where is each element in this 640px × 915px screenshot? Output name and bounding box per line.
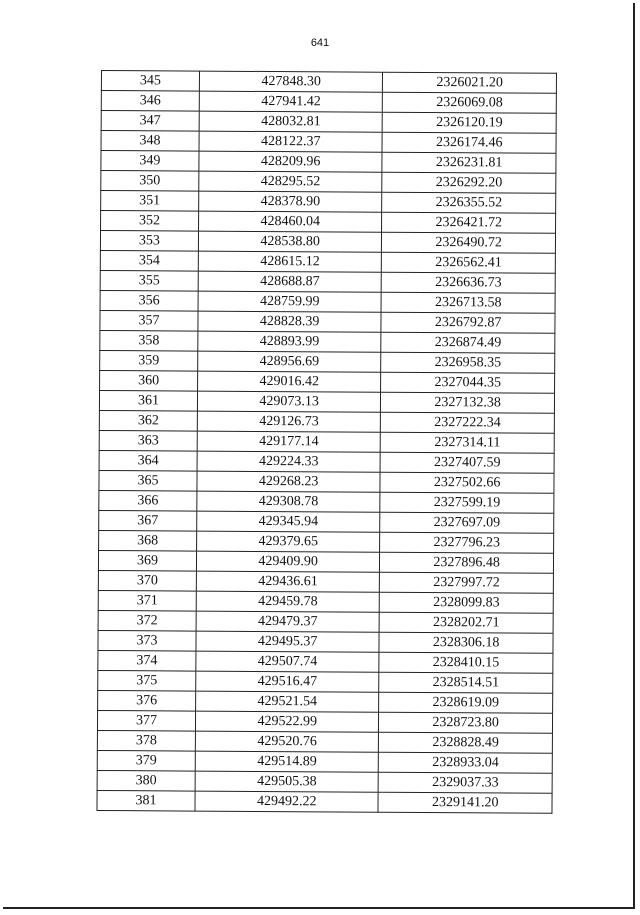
table-row	[99, 410, 554, 433]
y-coordinate-cell: 2326958.35	[381, 352, 555, 373]
coordinates-table-body	[97, 71, 557, 814]
table-row	[100, 290, 555, 313]
x-coordinate-cell: 429177.14	[197, 431, 380, 452]
table-row	[97, 790, 552, 813]
x-coordinate-cell: 429016.42	[198, 371, 381, 392]
y-coordinate-cell: 2327697.09	[380, 512, 554, 533]
x-coordinate-cell: 429345.94	[197, 511, 380, 532]
point-id-cell: 362	[99, 410, 197, 431]
table-row	[101, 191, 556, 214]
table-row	[99, 530, 554, 553]
x-coordinate-cell: 428538.80	[198, 231, 381, 252]
table-row	[100, 270, 555, 293]
x-coordinate-cell: 428378.90	[199, 191, 382, 212]
y-coordinate-cell: 2327997.72	[380, 572, 554, 593]
y-coordinate-cell: 2326713.58	[381, 292, 555, 313]
point-id-cell: 373	[98, 630, 196, 651]
table-row	[98, 670, 553, 693]
y-coordinate-cell: 2326792.87	[381, 312, 555, 333]
x-coordinate-cell: 427848.30	[199, 71, 382, 92]
y-coordinate-cell: 2329037.33	[378, 772, 552, 793]
x-coordinate-cell: 429459.78	[196, 591, 379, 612]
x-coordinate-cell: 428956.69	[198, 351, 381, 372]
point-id-cell: 375	[98, 670, 196, 691]
x-coordinate-cell: 429507.74	[196, 651, 379, 672]
x-coordinate-cell: 429520.76	[195, 731, 378, 752]
point-id-cell: 369	[98, 550, 196, 571]
y-coordinate-cell: 2326120.19	[383, 112, 557, 133]
x-coordinate-cell: 429516.47	[196, 671, 379, 692]
y-coordinate-cell: 2326355.52	[382, 192, 556, 213]
y-coordinate-cell: 2326490.72	[382, 232, 556, 253]
point-id-cell: 347	[101, 111, 199, 132]
y-coordinate-cell: 2329141.20	[378, 792, 552, 813]
table-row	[97, 770, 552, 793]
table-row	[97, 750, 552, 773]
table-row	[99, 430, 554, 453]
table-row	[98, 610, 553, 633]
table-row	[99, 390, 554, 413]
x-coordinate-cell: 429379.65	[197, 531, 380, 552]
x-coordinate-cell: 428828.39	[198, 311, 381, 332]
point-id-cell: 363	[99, 430, 197, 451]
point-id-cell: 345	[101, 71, 199, 92]
y-coordinate-cell: 2327599.19	[380, 492, 554, 513]
y-coordinate-cell: 2328828.49	[379, 732, 553, 753]
x-coordinate-cell: 428615.12	[198, 251, 381, 272]
point-id-cell: 368	[99, 530, 197, 551]
y-coordinate-cell: 2326069.08	[383, 92, 557, 113]
point-id-cell: 356	[100, 290, 198, 311]
point-id-cell: 377	[97, 710, 195, 731]
y-coordinate-cell: 2328933.04	[379, 752, 553, 773]
y-coordinate-cell: 2328410.15	[379, 652, 553, 673]
x-coordinate-cell: 428032.81	[199, 111, 382, 132]
table-row	[100, 330, 555, 353]
x-coordinate-cell: 429495.37	[196, 631, 379, 652]
x-coordinate-cell: 429308.78	[197, 491, 380, 512]
y-coordinate-cell: 2326292.20	[382, 172, 556, 193]
point-id-cell: 351	[101, 191, 199, 212]
point-id-cell: 352	[101, 211, 199, 232]
point-id-cell: 364	[99, 450, 197, 471]
x-coordinate-cell: 429436.61	[196, 571, 379, 592]
table-row	[99, 490, 554, 513]
x-coordinate-cell: 428893.99	[198, 331, 381, 352]
y-coordinate-cell: 2328202.71	[379, 612, 553, 633]
x-coordinate-cell: 427941.42	[199, 91, 382, 112]
point-id-cell: 380	[97, 770, 195, 791]
y-coordinate-cell: 2327896.48	[380, 552, 554, 573]
x-coordinate-cell: 429268.23	[197, 471, 380, 492]
y-coordinate-cell: 2326231.81	[382, 152, 556, 173]
table-row	[98, 570, 553, 593]
x-coordinate-cell: 429479.37	[196, 611, 379, 632]
point-id-cell: 372	[98, 610, 196, 631]
point-id-cell: 374	[98, 650, 196, 671]
y-coordinate-cell: 2328723.80	[379, 712, 553, 733]
point-id-cell: 350	[101, 171, 199, 192]
point-id-cell: 354	[100, 250, 198, 271]
y-coordinate-cell: 2326421.72	[382, 212, 556, 233]
y-coordinate-cell: 2328514.51	[379, 672, 553, 693]
x-coordinate-cell: 429224.33	[197, 451, 380, 472]
x-coordinate-cell: 428122.37	[199, 131, 382, 152]
x-coordinate-cell: 429492.22	[195, 791, 378, 812]
table-row	[99, 510, 554, 533]
x-coordinate-cell: 429522.99	[195, 711, 378, 732]
x-coordinate-cell: 429073.13	[197, 391, 380, 412]
table-row	[98, 630, 553, 653]
table-row	[101, 171, 556, 194]
y-coordinate-cell: 2326636.73	[382, 272, 556, 293]
y-coordinate-cell: 2327222.34	[381, 412, 555, 433]
y-coordinate-cell: 2327314.11	[381, 432, 555, 453]
table-row	[98, 550, 553, 573]
point-id-cell: 378	[97, 730, 195, 751]
point-id-cell: 359	[100, 350, 198, 371]
x-coordinate-cell: 429409.90	[196, 551, 379, 572]
table-row	[100, 350, 555, 373]
y-coordinate-cell: 2326174.46	[382, 132, 556, 153]
page-number: 641	[310, 37, 330, 49]
point-id-cell: 365	[99, 470, 197, 491]
point-id-cell: 358	[100, 330, 198, 351]
y-coordinate-cell: 2328306.18	[379, 632, 553, 653]
point-id-cell: 348	[101, 131, 199, 152]
point-id-cell: 346	[101, 91, 199, 112]
point-id-cell: 376	[98, 690, 196, 711]
point-id-cell: 370	[98, 570, 196, 591]
table-row	[101, 71, 556, 94]
x-coordinate-cell: 428759.99	[198, 291, 381, 312]
y-coordinate-cell: 2327132.38	[381, 392, 555, 413]
point-id-cell: 353	[100, 231, 198, 252]
table-row	[100, 370, 555, 393]
x-coordinate-cell: 428209.96	[199, 151, 382, 172]
point-id-cell: 379	[97, 750, 195, 771]
y-coordinate-cell: 2327796.23	[380, 532, 554, 553]
y-coordinate-cell: 2327502.66	[380, 472, 554, 493]
x-coordinate-cell: 428295.52	[199, 171, 382, 192]
point-id-cell: 371	[98, 590, 196, 611]
table-row	[97, 710, 552, 733]
y-coordinate-cell: 2326562.41	[382, 252, 556, 273]
coordinates-table	[96, 70, 557, 814]
table-row	[100, 250, 555, 273]
table-row	[99, 450, 554, 473]
point-id-cell: 361	[99, 390, 197, 411]
x-coordinate-cell: 429505.38	[195, 771, 378, 792]
y-coordinate-cell: 2328099.83	[380, 592, 554, 613]
x-coordinate-cell: 429126.73	[197, 411, 380, 432]
point-id-cell: 381	[97, 790, 195, 811]
point-id-cell: 357	[100, 310, 198, 331]
x-coordinate-cell: 429514.89	[195, 751, 378, 772]
y-coordinate-cell: 2326874.49	[381, 332, 555, 353]
table-row	[100, 310, 555, 333]
table-row	[98, 590, 553, 613]
y-coordinate-cell: 2328619.09	[379, 692, 553, 713]
table-row	[101, 211, 556, 234]
table-row	[101, 91, 556, 114]
y-coordinate-cell: 2327407.59	[380, 452, 554, 473]
table-row	[101, 111, 556, 134]
table-row	[101, 131, 556, 154]
table-row	[98, 690, 553, 713]
table-row	[99, 470, 554, 493]
table-row	[97, 730, 552, 753]
y-coordinate-cell: 2327044.35	[381, 372, 555, 393]
point-id-cell: 360	[100, 370, 198, 391]
x-coordinate-cell: 428688.87	[198, 271, 381, 292]
table-row	[101, 151, 556, 174]
point-id-cell: 355	[100, 270, 198, 291]
point-id-cell: 349	[101, 151, 199, 172]
point-id-cell: 366	[99, 490, 197, 511]
table-row	[100, 231, 555, 254]
table-row	[98, 650, 553, 673]
x-coordinate-cell: 428460.04	[199, 211, 382, 232]
y-coordinate-cell: 2326021.20	[383, 72, 557, 93]
point-id-cell: 367	[99, 510, 197, 531]
x-coordinate-cell: 429521.54	[196, 691, 379, 712]
